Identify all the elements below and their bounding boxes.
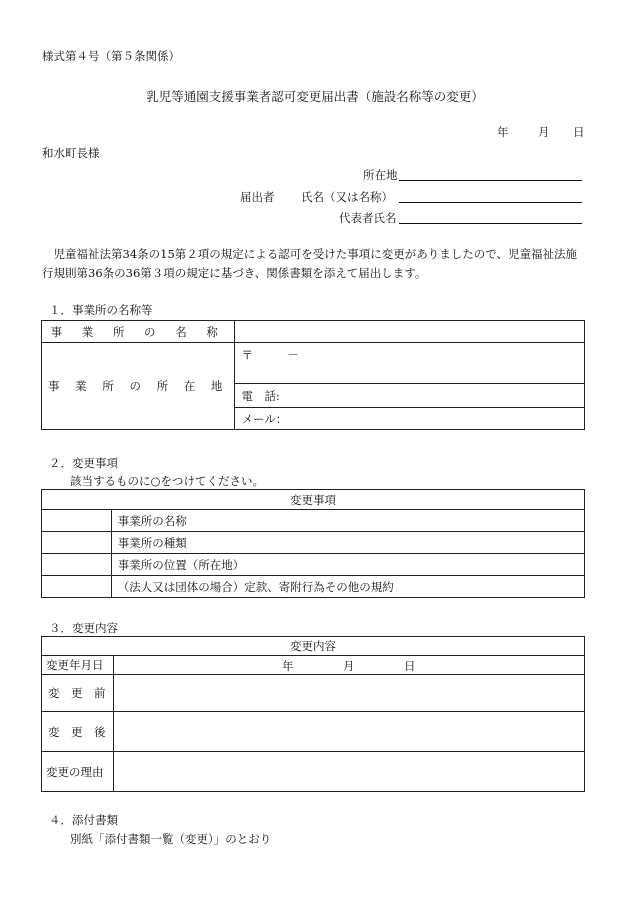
address-line[interactable] bbox=[399, 180, 582, 181]
section2-instruction: 該当するものに○をつけてください。 bbox=[70, 474, 265, 488]
change-content-table bbox=[41, 636, 585, 792]
change-items-header: 変更事項 bbox=[42, 490, 585, 510]
before-cell[interactable] bbox=[113, 675, 584, 712]
addressee: 和水町長様 bbox=[42, 146, 100, 160]
change-item-label: 事業所の名称 bbox=[111, 510, 584, 532]
rep-label: 代表者氏名 bbox=[339, 211, 397, 225]
facility-table bbox=[41, 320, 585, 430]
change-items-table bbox=[41, 489, 585, 598]
change-item-mark-cell[interactable] bbox=[42, 510, 112, 532]
change-item-label: （法人又は団体の場合）定款、寄附行為その他の規約 bbox=[111, 576, 584, 598]
section3-heading: ３．変更内容 bbox=[49, 621, 118, 635]
change-date-label: 変更年月日 bbox=[42, 656, 114, 675]
form-number: 様式第４号（第５条関係） bbox=[42, 49, 180, 63]
facility-name-label: 事 業 所 の 名 称 bbox=[42, 321, 235, 343]
after-cell[interactable] bbox=[113, 712, 584, 752]
change-item-label: 事業所の位置（所在地） bbox=[111, 554, 584, 576]
document-title: 乳児等通園支援事業者認可変更届出書（施設名称等の変更） bbox=[146, 89, 484, 104]
name-line[interactable] bbox=[399, 202, 582, 203]
name-label: 氏名（又は名称） bbox=[301, 190, 393, 204]
mail-cell[interactable]: メール： bbox=[235, 408, 585, 430]
postal-cell[interactable]: 〒 － bbox=[235, 343, 585, 384]
body-paragraph: 児童福祉法第34条の15第２項の規定による認可を受けた事項に変更がありましたので、児童福祉法施行規則第36条の36第３項の規定に基づき、関係書類を添えて届出します。 bbox=[42, 247, 578, 280]
applicant-group-label: 届出者 bbox=[240, 190, 275, 204]
date-day: 日 bbox=[573, 125, 585, 139]
change-item-label: 事業所の種類 bbox=[111, 532, 584, 554]
section1-heading: １．事業所の名称等 bbox=[49, 303, 153, 317]
phone-cell[interactable]: 電 話: bbox=[235, 384, 585, 408]
change-content-header: 変更内容 bbox=[42, 637, 585, 656]
reason-label: 変更の理由 bbox=[42, 752, 114, 792]
change-item-mark-cell[interactable] bbox=[42, 576, 112, 598]
date-year: 年 bbox=[497, 125, 509, 139]
change-item-mark-cell[interactable] bbox=[42, 554, 112, 576]
change-date-day: 日 bbox=[403, 659, 416, 673]
attachments-text: 別紙「添付書類一覧（変更）」のとおり bbox=[70, 832, 272, 846]
facility-location-label: 事 業 所 の 所 在 地 bbox=[42, 343, 235, 430]
change-date-year: 年 bbox=[281, 659, 294, 673]
facility-name-cell[interactable] bbox=[235, 321, 585, 343]
reason-cell[interactable] bbox=[113, 752, 584, 792]
section4-heading: ４．添付書類 bbox=[49, 813, 118, 827]
after-label: 変 更 後 bbox=[42, 712, 114, 752]
change-date-month: 月 bbox=[342, 659, 355, 673]
before-label: 変 更 前 bbox=[42, 675, 114, 712]
rep-line[interactable] bbox=[399, 223, 582, 224]
date-month: 月 bbox=[538, 125, 550, 139]
change-date-cell[interactable] bbox=[113, 656, 584, 675]
change-item-mark-cell[interactable] bbox=[42, 532, 112, 554]
address-label: 所在地 bbox=[363, 168, 398, 182]
section2-heading: ２．変更事項 bbox=[49, 456, 118, 470]
